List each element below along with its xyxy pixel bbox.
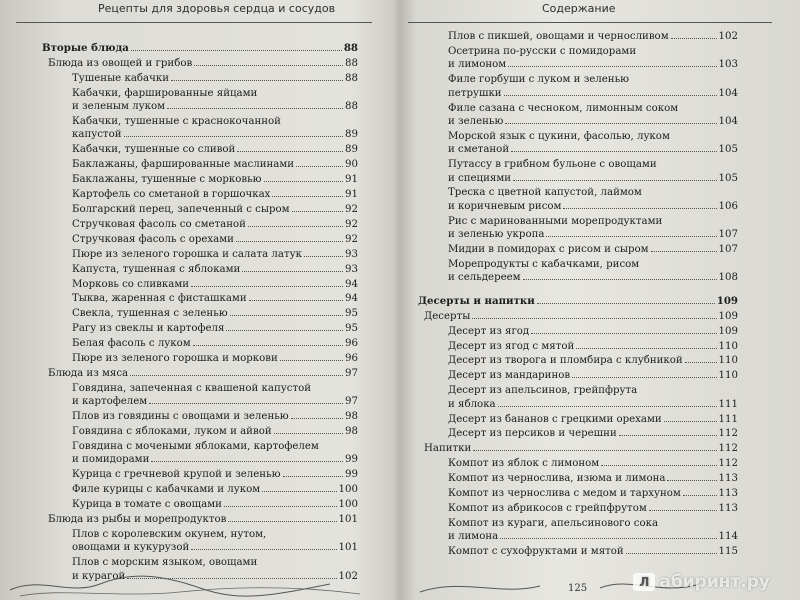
toc-entry [42, 233, 358, 246]
toc-entry-title-line: Компот из абрикосов с грейпфрутом [448, 503, 647, 514]
leader-dots [563, 208, 716, 209]
toc-page-number: 105 [718, 144, 738, 156]
toc-page-number: 88 [345, 72, 358, 84]
toc-entry [42, 440, 358, 467]
leader-dots [264, 181, 343, 182]
toc-entry [418, 243, 738, 256]
leader-dots [619, 435, 717, 436]
toc-entry [42, 218, 358, 231]
toc-list-right [418, 30, 738, 560]
toc-entry-title-line: и лимона [448, 531, 499, 543]
leader-dots [191, 286, 343, 287]
toc-page-number: 103 [718, 59, 738, 71]
toc-entry [418, 215, 738, 242]
toc-page-number: 111 [718, 398, 738, 410]
toc-page-number: 92 [345, 203, 358, 215]
toc-entry-title-line: Блюда из мяса [48, 367, 129, 379]
leader-dots [473, 450, 716, 451]
toc-entry-title-line: Десерт из ягод [448, 325, 530, 337]
leader-dots [228, 521, 336, 522]
toc-entry [42, 263, 358, 276]
toc-entry-title-line: Говядина с яблоками, луком и айвой [72, 426, 272, 438]
toc-entry-title-line: Болгарский перец, запеченный с сыром [72, 203, 290, 215]
toc-page-number: 89 [345, 129, 358, 141]
toc-entry [418, 487, 738, 500]
toc-page-number: 90 [345, 159, 358, 171]
toc-entry [42, 278, 358, 291]
toc-entry-title-line: Компот из яблок с лимоном [448, 458, 600, 470]
toc-entry-title-line: и сельдереем [448, 272, 521, 284]
toc-entry [42, 367, 358, 380]
toc-entry-title-line: и картофелем [72, 396, 148, 408]
leader-dots [291, 418, 343, 419]
leader-dots [683, 495, 717, 496]
toc-entry [42, 203, 358, 216]
toc-page-number: 98 [345, 426, 358, 438]
leader-dots [531, 333, 716, 334]
toc-page-number: 104 [718, 87, 738, 99]
toc-entry [418, 457, 738, 470]
leader-dots [242, 271, 343, 272]
leader-dots [274, 433, 343, 434]
toc-entry [418, 472, 738, 485]
toc-entry-title-line: Плов из говядины с овощами и зеленью [72, 411, 289, 423]
toc-entry [42, 382, 358, 409]
toc-entry [42, 352, 358, 365]
toc-entry-title-line: Компот из чернослива, изюма и лимона [448, 473, 666, 485]
toc-entry [42, 158, 358, 171]
toc-page-number: 101 [338, 542, 358, 554]
toc-entry-title-line: Плов с пикшей, овощами и черносливом [448, 31, 669, 42]
toc-page-number: 96 [345, 338, 358, 350]
toc-entry-title-line: Говядина, запеченная с квашеной капустой [72, 382, 312, 394]
toc-entry [418, 413, 738, 426]
toc-page-number: 92 [345, 218, 358, 230]
toc-page-number: 115 [718, 546, 738, 558]
toc-page-number: 109 [718, 325, 738, 337]
toc-entry [42, 337, 358, 350]
toc-entry-title-line: Треска с цветной капустой, лаймом [448, 187, 642, 199]
toc-entry [418, 73, 738, 100]
leader-dots [151, 461, 343, 462]
leader-dots [626, 553, 717, 554]
toc-entry-title-line: Десерт из персиков и черешни [448, 428, 617, 440]
toc-page-number: 93 [345, 263, 358, 275]
toc-page-number: 107 [718, 244, 738, 256]
toc-entry-title-line: и яблока [448, 398, 496, 410]
toc-page-number: 95 [345, 308, 358, 320]
toc-entry-title-line: Плов с королевским окунем, нутом, [72, 528, 267, 540]
toc-entry [42, 115, 358, 142]
toc-page-number: 95 [345, 323, 358, 335]
toc-entry-title-line: Компот из чернослива с медом и тархуном [448, 488, 681, 500]
toc-entry-title-line: Кабачки, фаршированные яйцами [72, 87, 258, 99]
toc-entry-title-line: и сметаной [448, 144, 510, 156]
toc-entry-title-line: капустой [72, 129, 122, 141]
toc-entry-title-line: и зеленью укропа [448, 229, 545, 241]
leader-dots [601, 465, 716, 466]
leader-dots [472, 318, 716, 319]
leader-dots [685, 362, 717, 363]
watermark-badge: Л [633, 573, 655, 591]
toc-page-number: 102 [338, 570, 358, 582]
toc-entry-title-line: Путассу в грибном бульоне с овощами [448, 159, 657, 171]
leader-dots [296, 166, 343, 167]
toc-entry [42, 57, 358, 70]
toc-entry-title-line: Десерты [424, 310, 471, 322]
leader-dots [572, 377, 716, 378]
leader-dots [130, 375, 343, 376]
watermark-text: абиринт.ру [659, 572, 770, 592]
toc-entry-title-line: и помидорами [72, 454, 150, 466]
leader-dots [537, 303, 715, 304]
right-page [402, 0, 800, 600]
toc-entry-title-line: и зеленым луком [72, 101, 166, 113]
toc-entry-title-line: и лимоном [448, 59, 507, 71]
leader-dots [224, 506, 337, 507]
leader-dots [667, 480, 716, 481]
leader-dots [511, 151, 716, 152]
toc-entry [418, 442, 738, 455]
toc-page-number: 88 [343, 42, 358, 54]
leader-dots [505, 123, 716, 124]
toc-entry [418, 30, 738, 43]
toc-entry [42, 42, 358, 55]
toc-entry-title-line: Картофель со сметаной в горшочках [72, 189, 271, 201]
toc-entry-title-line: Компот с сухофруктами и мятой [448, 546, 624, 558]
toc-entry-title-line: и курагой [72, 570, 126, 582]
toc-page-number: 96 [345, 353, 358, 365]
toc-entry-title-line: Напитки [424, 443, 472, 455]
toc-page-number: 92 [345, 233, 358, 245]
leader-dots [249, 300, 343, 301]
toc-list-left [42, 42, 358, 585]
toc-entry-title-line: петрушки [448, 87, 502, 99]
leader-dots [272, 196, 343, 197]
toc-page-number: 112 [718, 443, 738, 455]
toc-entry-title-line: и зеленью [448, 115, 504, 127]
toc-page-number: 88 [345, 57, 358, 69]
leader-dots [171, 80, 343, 81]
toc-entry-title-line: Филе курицы с кабачками и луком [72, 484, 261, 496]
toc-entry-title-line: Тушеные кабачки [72, 72, 169, 84]
toc-entry-title-line: Пюре из зеленого горошка и моркови [72, 353, 278, 365]
leader-dots [546, 236, 716, 237]
leader-dots [236, 241, 343, 242]
toc-page-number: 88 [345, 101, 358, 113]
toc-page-number: 93 [345, 248, 358, 260]
leader-dots [649, 510, 717, 511]
toc-entry-title-line: Кабачки, тушенные с краснокочанной [72, 116, 281, 128]
toc-entry-title-line: Говядина с мочеными яблоками, картофелем [72, 440, 319, 452]
toc-entry-title-line: овощами и кукурузой [72, 542, 190, 554]
toc-entry-title-line: Пюре из зеленого горошка и салата латук [72, 248, 302, 260]
toc-entry-title-line: Баклажаны, фаршированные маслинами [72, 159, 295, 171]
toc-entry [418, 310, 738, 323]
toc-entry [418, 369, 738, 382]
toc-entry-title-line: Рагу из свеклы и картофеля [72, 323, 225, 335]
toc-page-number: 89 [345, 144, 358, 156]
toc-page-number: 112 [718, 428, 738, 440]
toc-entry-title-line: Десерт из бананов с грецкими орехами [448, 413, 662, 425]
leader-dots [513, 180, 717, 181]
leader-dots [576, 348, 716, 349]
toc-page-number: 94 [345, 293, 358, 305]
toc-entry-title-line: Свекла, тушенная с зеленью [72, 308, 228, 320]
leader-dots [498, 406, 717, 407]
toc-page-number: 110 [718, 355, 738, 367]
toc-entry [418, 258, 738, 285]
toc-page-number: 105 [718, 172, 738, 184]
toc-page-number: 91 [345, 174, 358, 186]
toc-entry-title-line: Десерт из ягод с мятой [448, 340, 575, 352]
toc-entry [42, 528, 358, 555]
leader-dots [304, 256, 343, 257]
leader-dots [193, 345, 343, 346]
leader-dots [523, 279, 717, 280]
toc-entry-title-line: Филе горбуши с луком и зеленью [448, 74, 629, 86]
toc-entry [42, 468, 358, 481]
leader-dots [262, 491, 336, 492]
header-rule-right [408, 22, 772, 23]
leader-dots [226, 330, 343, 331]
toc-entry [42, 498, 358, 511]
toc-entry-title-line: Вторые блюда [42, 42, 129, 54]
toc-page-number: 113 [718, 488, 738, 500]
toc-entry [418, 158, 738, 185]
toc-entry [418, 340, 738, 353]
toc-page-number: 112 [718, 458, 738, 470]
toc-entry-title-line: Морепродукты с кабачками, рисом [448, 259, 640, 270]
toc-entry [42, 307, 358, 320]
toc-page-number: 108 [718, 272, 738, 284]
toc-page-number: 109 [718, 310, 738, 322]
toc-entry [418, 517, 738, 544]
running-head-right: Содержание [542, 2, 616, 15]
toc-page-number: 99 [345, 469, 358, 481]
toc-page-number: 109 [716, 294, 738, 307]
toc-entry-title-line: Десерт из апельсинов, грейпфрута [448, 385, 638, 397]
toc-entry [418, 502, 738, 515]
leader-dots [651, 251, 717, 252]
toc-entry-title-line: Белая фасоль с луком [72, 338, 191, 350]
watermark-logo [633, 572, 770, 592]
toc-page-number: 100 [338, 499, 358, 511]
leader-dots [671, 38, 717, 39]
toc-entry-title-line: Тыква, жаренная с фисташками [72, 293, 247, 305]
toc-entry [42, 425, 358, 438]
leader-dots [237, 151, 343, 152]
leader-dots [124, 136, 344, 137]
toc-page-number: 97 [345, 396, 358, 408]
toc-page-number: 104 [718, 115, 738, 127]
toc-entry [418, 295, 738, 308]
left-page [0, 0, 392, 600]
toc-page-number: 113 [718, 473, 738, 485]
toc-entry [418, 130, 738, 157]
toc-entry [42, 173, 358, 186]
toc-entry [42, 322, 358, 335]
leader-dots [500, 538, 716, 539]
toc-entry-title-line: Блюда из овощей и грибов [48, 57, 193, 69]
toc-entry [42, 292, 358, 305]
toc-entry [42, 72, 358, 85]
toc-entry [418, 186, 738, 213]
leader-dots [194, 65, 343, 66]
leader-dots [149, 403, 343, 404]
leader-dots [248, 226, 343, 227]
toc-entry [418, 354, 738, 367]
toc-entry-title-line: Мидии в помидорах с рисом и сыром [448, 244, 649, 256]
leader-dots [191, 549, 336, 550]
leader-dots [280, 360, 343, 361]
leader-dots [664, 421, 717, 422]
leader-dots [283, 476, 344, 477]
toc-page-number: 97 [345, 367, 358, 379]
toc-page-number: 94 [345, 278, 358, 290]
toc-entry [418, 384, 738, 411]
header-rule-left [16, 22, 372, 23]
toc-entry [42, 87, 358, 114]
toc-page-number: 110 [718, 370, 738, 382]
toc-page-number: 110 [718, 340, 738, 352]
toc-entry [418, 545, 738, 558]
leader-dots [508, 66, 716, 67]
leader-dots [292, 211, 343, 212]
toc-entry-title-line: Морковь со сливками [72, 278, 190, 290]
toc-entry-title-line: Курица с гречневой крупой и зеленью [72, 469, 281, 481]
toc-entry [42, 483, 358, 496]
toc-entry-title-line: Капуста, тушенная с яблоками [72, 263, 241, 275]
leader-dots [504, 95, 717, 96]
toc-entry-title-line: Плов с морским языком, овощами [72, 557, 258, 569]
toc-entry-title-line: Морской язык с цукини, фасолью, луком [448, 130, 670, 142]
toc-entry-title-line: Кабачки, тушенные со сливой [72, 144, 236, 156]
toc-page-number: 91 [345, 189, 358, 201]
toc-page-number: 113 [718, 503, 738, 514]
toc-page-number: 111 [718, 413, 738, 425]
toc-entry-title-line: Компот из кураги, апельсинового сока [448, 517, 659, 529]
toc-page-number: 99 [345, 454, 358, 466]
toc-entry-title-line: Баклажаны, тушенные с морковью [72, 174, 262, 186]
page-number: 125 [568, 583, 588, 594]
toc-page-number: 102 [718, 31, 738, 42]
running-head-left: Рецепты для здоровья сердца и сосудов [98, 2, 336, 15]
toc-page-number: 114 [718, 531, 738, 543]
toc-entry-title-line: Осетрина по-русски с помидорами [448, 45, 637, 57]
toc-entry-title-line: Десерт из творога и пломбира с клубникой [448, 355, 683, 367]
toc-entry-title-line: Десерт из мандаринов [448, 370, 571, 382]
toc-entry [42, 143, 358, 156]
toc-entry [42, 410, 358, 423]
toc-entry-title-line: Стручковая фасоль со сметаной [72, 218, 246, 230]
toc-page-number: 107 [718, 229, 738, 241]
toc-entry [418, 427, 738, 440]
toc-entry [418, 45, 738, 72]
toc-page-number: 100 [338, 484, 358, 496]
toc-page-number: 106 [718, 200, 738, 212]
toc-entry [418, 325, 738, 338]
toc-entry-title-line: Филе сазана с чесноком, лимонным соком [448, 102, 679, 114]
toc-entry-title-line: Десерты и напитки [418, 294, 535, 307]
toc-entry [42, 188, 358, 201]
toc-entry-title-line: Стручковая фасоль с орехами [72, 233, 234, 245]
leader-dots [167, 108, 343, 109]
leader-dots [230, 315, 343, 316]
toc-page-number: 101 [338, 514, 358, 525]
toc-entry-title-line: Курица в томате с овощами [72, 499, 222, 511]
toc-entry [42, 248, 358, 261]
toc-entry [42, 513, 358, 526]
toc-entry-title-line: и специями [448, 172, 512, 184]
toc-page-number: 98 [345, 411, 358, 423]
toc-entry-title-line: Блюда из рыбы и морепродуктов [48, 514, 227, 525]
toc-entry-title-line: и коричневым рисом [448, 200, 562, 212]
toc-entry-title-line: Рис с маринованными морепродуктами [448, 215, 663, 227]
toc-entry [418, 102, 738, 129]
leader-dots [131, 50, 342, 51]
